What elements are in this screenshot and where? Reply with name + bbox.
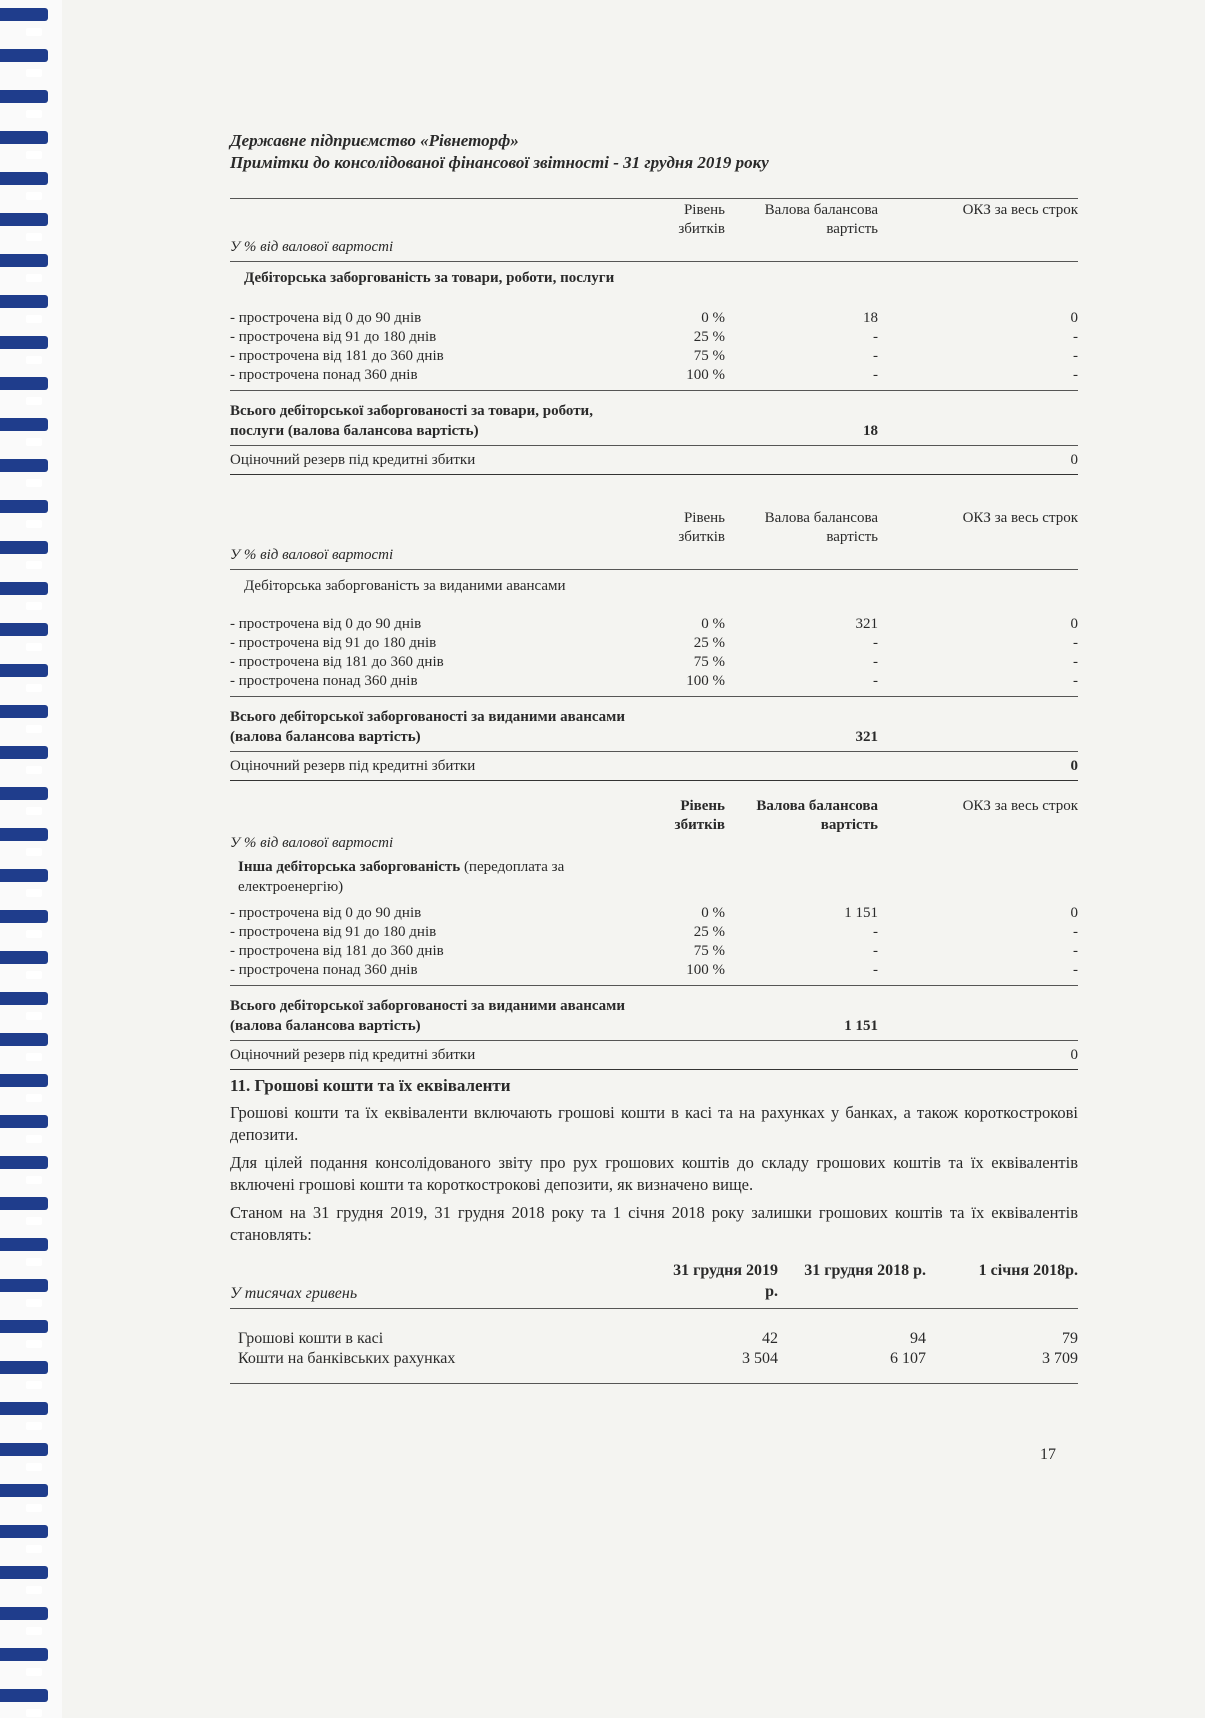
header-gross: Валова балансова вартість xyxy=(764,202,878,237)
binding-ring xyxy=(0,500,48,513)
binding-ring xyxy=(0,90,48,103)
binding-ring xyxy=(0,1648,48,1661)
binding-hole xyxy=(26,930,42,938)
col-2018: 31 грудня 2018 р. xyxy=(804,1262,926,1279)
binding-ring xyxy=(0,1033,48,1046)
binding-hole xyxy=(26,1299,42,1307)
binding-hole xyxy=(26,1463,42,1471)
table-row: Грошові кошти в касі 42 94 79 xyxy=(238,1330,1078,1347)
binding-hole xyxy=(26,1135,42,1143)
group-label: Дебіторська заборгованість за виданими авансами xyxy=(244,578,566,594)
binding-hole xyxy=(26,684,42,692)
paragraph: Грошові кошти та їх еквіваленти включають грошові кошти в касі та на рахунках у банках, а також короткострокові депозити. xyxy=(230,1103,1078,1144)
binding-ring xyxy=(0,1279,48,1292)
header-unit: У % від валової вартості xyxy=(230,239,394,255)
binding-hole xyxy=(26,69,42,77)
binding-ring xyxy=(0,418,48,431)
table-row: Кошти на банківських рахунках 3 504 6 107 3 709 xyxy=(238,1350,1078,1367)
binding-hole xyxy=(26,233,42,241)
binding-hole xyxy=(26,397,42,405)
binding-hole xyxy=(26,151,42,159)
document-subtitle: Примітки до консолідованої фінансової звітності - 31 грудня 2019 року xyxy=(230,153,769,172)
table-row: - прострочена від 181 до 360 днів 75 % - - xyxy=(230,654,1078,670)
binding-ring xyxy=(0,1443,48,1456)
binding-ring xyxy=(0,8,48,21)
table-row: - прострочена від 91 до 180 днів 25 % - - xyxy=(230,635,1078,651)
col-2019: 31 грудня 2019 р. xyxy=(673,1262,778,1300)
binding-ring xyxy=(0,1197,48,1210)
binding-hole xyxy=(26,1586,42,1594)
binding-hole xyxy=(26,807,42,815)
table-header: Рівень збитків Валова балансова вартість ОКЗ за весь строк У % від валової вартості xyxy=(230,510,1078,563)
binding-ring xyxy=(0,1320,48,1333)
allowance-row: Оціночний резерв під кредитні збитки 0 xyxy=(230,758,1078,774)
binding-ring xyxy=(0,1361,48,1374)
binding-ring xyxy=(0,910,48,923)
binding-hole xyxy=(26,1709,42,1717)
binding-ring xyxy=(0,951,48,964)
spiral-binding xyxy=(0,0,62,1718)
table-row: - прострочена від 91 до 180 днів 25 % - - xyxy=(230,329,1078,345)
binding-hole xyxy=(26,438,42,446)
binding-ring xyxy=(0,1689,48,1702)
binding-hole xyxy=(26,561,42,569)
binding-hole xyxy=(26,356,42,364)
binding-ring xyxy=(0,213,48,226)
binding-ring xyxy=(0,787,48,800)
binding-hole xyxy=(26,725,42,733)
company-name: Державне підприємство «Рівнеторф» xyxy=(230,131,519,150)
allowance-row: Оціночний резерв під кредитні збитки 0 xyxy=(230,1047,1078,1063)
allowance-row: Оціночний резерв під кредитні збитки 0 xyxy=(230,452,1078,468)
binding-ring xyxy=(0,1074,48,1087)
table-row: - прострочена від 0 до 90 днів 0 % 321 0 xyxy=(230,616,1078,632)
binding-ring xyxy=(0,705,48,718)
total-row: Всього дебіторської заборгованості за товари, роботи, послуги (валова балансова вартість) 18 xyxy=(230,403,878,439)
table-header: Рівень збитків Валова балансова вартість ОКЗ за весь строк У % від валової вартості xyxy=(230,798,1078,851)
total-row: Всього дебіторської заборгованості за виданими авансами (валова балансова вартість) 1 151 xyxy=(230,998,878,1034)
binding-hole xyxy=(26,274,42,282)
table-row: - прострочена понад 360 днів 100 % - - xyxy=(230,962,1078,978)
group-label: Інша дебіторська заборгованість (передоплата за електроенергію) xyxy=(238,859,565,895)
binding-hole xyxy=(26,315,42,323)
receivables-table-3 xyxy=(230,795,1078,1070)
total-row: Всього дебіторської заборгованості за виданими авансами (валова балансова вартість) 321 xyxy=(230,709,878,745)
binding-hole xyxy=(26,602,42,610)
table-row: - прострочена понад 360 днів 100 % - - xyxy=(230,673,1078,689)
binding-ring xyxy=(0,1566,48,1579)
cash-table-header xyxy=(230,1260,1078,1304)
binding-hole xyxy=(26,1504,42,1512)
binding-hole xyxy=(26,479,42,487)
table-row: - прострочена від 0 до 90 днів 0 % 18 0 xyxy=(230,310,1078,326)
binding-hole xyxy=(26,971,42,979)
binding-hole xyxy=(26,520,42,528)
binding-hole xyxy=(26,889,42,897)
binding-hole xyxy=(26,1422,42,1430)
binding-hole xyxy=(26,1668,42,1676)
binding-hole xyxy=(26,1381,42,1389)
binding-ring xyxy=(0,992,48,1005)
binding-hole xyxy=(26,1627,42,1635)
binding-hole xyxy=(26,1053,42,1061)
cash-unit: У тисячах гривень xyxy=(230,1285,358,1302)
binding-ring xyxy=(0,1238,48,1251)
binding-hole xyxy=(26,1545,42,1553)
binding-ring xyxy=(0,172,48,185)
binding-ring xyxy=(0,828,48,841)
binding-ring xyxy=(0,1484,48,1497)
binding-ring xyxy=(0,664,48,677)
binding-ring xyxy=(0,459,48,472)
col-jan-2018: 1 січня 2018р. xyxy=(978,1262,1078,1279)
binding-ring xyxy=(0,623,48,636)
table-header xyxy=(230,199,1078,257)
receivables-table-2 xyxy=(230,507,1078,781)
binding-hole xyxy=(26,1340,42,1348)
binding-ring xyxy=(0,131,48,144)
table-row: - прострочена від 181 до 360 днів 75 % - - xyxy=(230,943,1078,959)
receivables-table-1 xyxy=(230,199,1078,475)
binding-ring xyxy=(0,377,48,390)
binding-ring xyxy=(0,1525,48,1538)
binding-ring xyxy=(0,582,48,595)
section-title: 11. Грошові кошти та їх еквіваленти xyxy=(230,1076,511,1095)
header-rate: Рівень збитків xyxy=(678,202,725,237)
binding-hole xyxy=(26,1176,42,1184)
binding-ring xyxy=(0,746,48,759)
document-page xyxy=(230,130,1078,1384)
table-row: - прострочена від 91 до 180 днів 25 % - - xyxy=(230,924,1078,940)
binding-ring xyxy=(0,254,48,267)
binding-ring xyxy=(0,1156,48,1169)
binding-hole xyxy=(26,110,42,118)
binding-ring xyxy=(0,1607,48,1620)
binding-hole xyxy=(26,1012,42,1020)
binding-hole xyxy=(26,848,42,856)
paragraph: Для цілей подання консолідованого звіту про рух грошових коштів до складу грошових коштів та їх еквівалентів включені грошові кошти та короткострокові депозити, як визначено вище. xyxy=(230,1153,1078,1194)
binding-ring xyxy=(0,1402,48,1415)
group-label: Дебіторська заборгованість за товари, роботи, послуги xyxy=(244,270,615,286)
page-number: 17 xyxy=(1040,1446,1056,1463)
binding-ring xyxy=(0,1115,48,1128)
table-row: - прострочена від 0 до 90 днів 0 % 1 151 0 xyxy=(230,905,1078,921)
table-row: - прострочена від 181 до 360 днів 75 % - - xyxy=(230,348,1078,364)
header-ecl: ОКЗ за весь строк xyxy=(962,202,1078,218)
binding-ring xyxy=(0,336,48,349)
binding-ring xyxy=(0,295,48,308)
binding-hole xyxy=(26,192,42,200)
binding-hole xyxy=(26,643,42,651)
binding-hole xyxy=(26,1094,42,1102)
binding-hole xyxy=(26,1258,42,1266)
binding-ring xyxy=(0,869,48,882)
table-row: - прострочена понад 360 днів 100 % - - xyxy=(230,367,1078,383)
binding-ring xyxy=(0,541,48,554)
paragraph: Станом на 31 грудня 2019, 31 грудня 2018 року та 1 січня 2018 року залишки грошових коштів та їх еквівалентів становлять: xyxy=(230,1203,1078,1244)
binding-hole xyxy=(26,28,42,36)
binding-hole xyxy=(26,1217,42,1225)
binding-ring xyxy=(0,49,48,62)
binding-hole xyxy=(26,766,42,774)
